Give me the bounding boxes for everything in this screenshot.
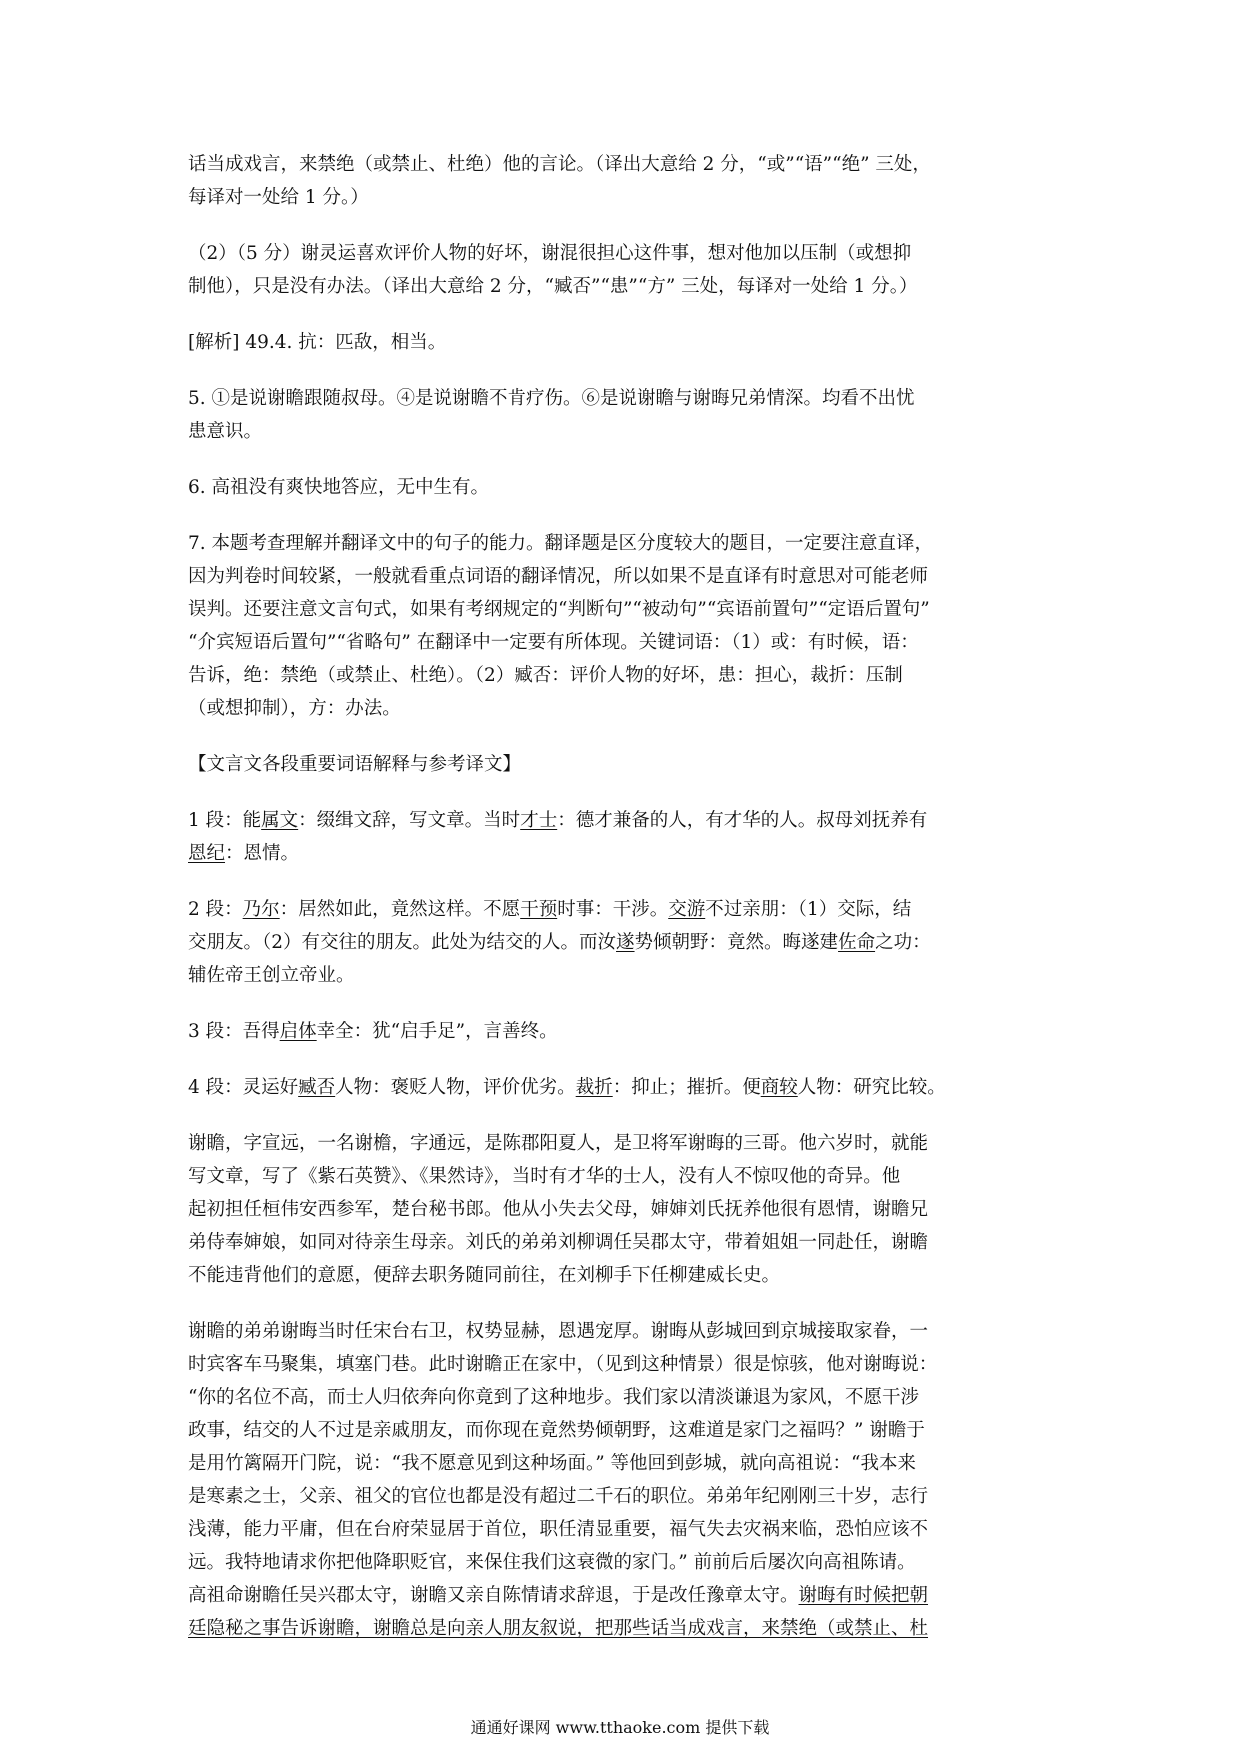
- underlined-term: 廷隐秘之事告诉谢瞻，谢瞻总是向亲人朋友叙说，把那些话当成戏言，来禁绝（或禁止、杜: [188, 1618, 929, 1639]
- text-line: [188, 893, 1054, 926]
- text-run: 时事：干涉。: [557, 899, 669, 920]
- text-run: 2 段：: [188, 899, 243, 920]
- underlined-term: 谢晦有时候把朝: [798, 1585, 929, 1606]
- text-line: [188, 748, 1054, 781]
- paragraph: [188, 804, 1054, 870]
- paragraph: [188, 237, 1054, 303]
- text-run: 辅佐帝王创立帝业。: [188, 965, 355, 986]
- document-body: [188, 148, 1054, 1668]
- text-line: [188, 837, 1054, 870]
- text-run: （2）（5 分）谢灵运喜欢评价人物的好坏，谢混很担心这件事，想对他加以压制（或想抑: [188, 243, 912, 264]
- underlined-term: 佐命: [838, 932, 876, 953]
- text-line: [188, 1480, 1054, 1513]
- underlined-term: 交游: [668, 899, 706, 920]
- text-line: [188, 1447, 1054, 1480]
- text-line: [188, 659, 1054, 692]
- text-line: [188, 237, 1054, 270]
- text-line: [188, 1193, 1054, 1226]
- text-run: 【文言文各段重要词语解释与参考译文】: [188, 754, 522, 775]
- text-run: 制他），只是没有办法。（译出大意给 2 分，“臧否”“患”“方” 三处，每译对一处给 1 分。）: [188, 276, 918, 297]
- underlined-term: 遂: [616, 932, 635, 953]
- paragraph: [188, 748, 1054, 781]
- text-run: 交朋友。（2）有交往的朋友。此处为结交的人。而汝: [188, 932, 617, 953]
- underlined-term: 商较: [760, 1077, 798, 1098]
- text-run: 之功：: [875, 932, 931, 953]
- text-run: 谢瞻，字宣远，一名谢檐，字通远，是陈郡阳夏人，是卫将军谢晦的三哥。他六岁时，就能: [188, 1133, 929, 1154]
- text-line: [188, 1071, 1054, 1104]
- text-run: “你的名位不高，而士人归依奔向你竟到了这种地步。我们家以清淡谦退为家风，不愿干涉: [188, 1387, 919, 1408]
- paragraph: [188, 148, 1054, 214]
- text-line: [188, 804, 1054, 837]
- text-run: 5. ①是说谢瞻跟随叔母。④是说谢瞻不肯疗伤。⑥是说谢瞻与谢晦兄弟情深。均看不出忧: [188, 388, 915, 409]
- text-run: 不过亲朋：（1）交际，结: [705, 899, 912, 920]
- text-run: ：德才兼备的人，有才华的人。叔母刘抚养有: [557, 810, 928, 831]
- text-line: [188, 926, 1054, 959]
- text-run: ：抑止；摧折。便: [612, 1077, 761, 1098]
- paragraph: [188, 893, 1054, 992]
- text-line: [188, 1513, 1054, 1546]
- text-line: [188, 527, 1054, 560]
- paragraph: [188, 1127, 1054, 1292]
- text-line: [188, 1348, 1054, 1381]
- text-line: [188, 593, 1054, 626]
- text-run: 写文章，写了《紫石英赞》、《果然诗》，当时有才华的士人，没有人不惊叹他的奇异。他: [188, 1166, 901, 1187]
- text-run: 是寒素之士，父亲、祖父的官位也都是没有超过二千石的职位。弟弟年纪刚刚三十岁，志行: [188, 1486, 929, 1507]
- underlined-term: 臧否: [298, 1077, 336, 1098]
- underlined-term: 恩纪: [188, 843, 226, 864]
- text-run: 幸全：犹“启手足”，言善终。: [316, 1021, 558, 1042]
- text-line: [188, 1546, 1054, 1579]
- text-run: ：缀缉文辞，写文章。当时: [298, 810, 521, 831]
- text-run: 浅薄，能力平庸，但在台府荣显居于首位，职任清显重要，福气失去灾祸来临，恐怕应该不: [188, 1519, 929, 1540]
- text-line: [188, 1015, 1054, 1048]
- paragraph: [188, 471, 1054, 504]
- text-run: “介宾短语后置句”“省略句” 在翻译中一定要有所体现。关键词语：（1）或：有时候，语：: [188, 632, 919, 653]
- text-run: 谢瞻的弟弟谢晦当时任宋台右卫，权势显赫，恩遇宠厚。谢晦从彭城回到京城接取家眷，一: [188, 1321, 929, 1342]
- text-line: [188, 1315, 1054, 1348]
- paragraph: [188, 326, 1054, 359]
- text-run: 人物：研究比较。: [797, 1077, 946, 1098]
- text-run: 时宾客车马聚集，填塞门巷。此时谢瞻正在家中，（见到这种情景）很是惊骇，他对谢晦说：: [188, 1354, 938, 1375]
- text-line: [188, 181, 1054, 214]
- text-run: 7. 本题考查理解并翻译文中的句子的能力。翻译题是区分度较大的题目，一定要注意直译，: [188, 533, 934, 554]
- text-run: 3 段：吾得: [188, 1021, 280, 1042]
- text-line: [188, 959, 1054, 992]
- paragraph: [188, 1071, 1054, 1104]
- text-line: [188, 1612, 1054, 1645]
- paragraph: [188, 1315, 1054, 1645]
- underlined-term: 才士: [520, 810, 558, 831]
- text-run: [解析] 49.4. 抗：匹敌，相当。: [188, 332, 447, 353]
- text-run: 因为判卷时间较紧，一般就看重点词语的翻译情况，所以如果不是直译有时意思对可能老师: [188, 566, 929, 587]
- text-line: [188, 415, 1054, 448]
- text-line: [188, 326, 1054, 359]
- text-line: [188, 1259, 1054, 1292]
- text-run: 势倾朝野：竟然。晦遂建: [634, 932, 839, 953]
- text-run: 每译对一处给 1 分。）: [188, 187, 369, 208]
- underlined-term: 乃尔: [242, 899, 280, 920]
- text-run: 人物：褒贬人物，评价优劣。: [335, 1077, 576, 1098]
- text-run: 1 段：能: [188, 810, 262, 831]
- text-line: [188, 692, 1054, 725]
- text-run: 话当成戏言，来禁绝（或禁止、杜绝）他的言论。（译出大意给 2 分，“或”“语”“绝” 三处，: [188, 154, 931, 175]
- text-run: 远。我特地请求你把他降职贬官，来保住我们这衰微的家门。” 前前后后屡次向高祖陈请。: [188, 1552, 916, 1573]
- text-line: [188, 626, 1054, 659]
- paragraph: [188, 382, 1054, 448]
- text-run: 是用竹篱隔开门院，说：“我不愿意见到这种场面。” 等他回到彭城，就向高祖说：“我本来: [188, 1453, 917, 1474]
- text-line: [188, 471, 1054, 504]
- page-footer: 通通好课网 www.tthaoke.com 提供下载: [470, 1718, 770, 1737]
- text-run: 误判。还要注意文言句式，如果有考纲规定的“判断句”“被动句”“宾语前置句”“定语后置句”: [188, 599, 930, 620]
- text-run: ：恩情。: [225, 843, 300, 864]
- text-run: 告诉，绝：禁绝（或禁止、杜绝）。（2）臧否：评价人物的好坏，患：担心，裁折：压制: [188, 665, 903, 686]
- text-run: 起初担任桓伟安西参军，楚台秘书郎。他从小失去父母，婶婶刘氏抚养他很有恩情，谢瞻兄: [188, 1199, 929, 1220]
- paragraph: [188, 527, 1054, 725]
- text-run: 患意识。: [188, 421, 263, 442]
- text-run: 4 段：灵运好: [188, 1077, 299, 1098]
- text-line: [188, 148, 1054, 181]
- text-line: [188, 1414, 1054, 1447]
- text-line: [188, 1127, 1054, 1160]
- text-run: 6. 高祖没有爽快地答应，无中生有。: [188, 477, 490, 498]
- text-run: （或想抑制），方：办法。: [188, 698, 401, 719]
- text-line: [188, 560, 1054, 593]
- text-run: 不能违背他们的意愿，便辞去职务随同前往，在刘柳手下任柳建威长史。: [188, 1265, 781, 1286]
- text-line: [188, 1226, 1054, 1259]
- paragraph: [188, 1015, 1054, 1048]
- text-run: 弟侍奉婶娘，如同对待亲生母亲。刘氏的弟弟刘柳调任吴郡太守，带着姐姐一同赴任，谢瞻: [188, 1232, 929, 1253]
- text-line: [188, 1381, 1054, 1414]
- underlined-term: 属文: [261, 810, 299, 831]
- text-line: [188, 382, 1054, 415]
- text-line: [188, 1160, 1054, 1193]
- text-run: 高祖命谢瞻任吴兴郡太守，谢瞻又亲自陈情请求辞退，于是改任豫章太守。: [188, 1585, 799, 1606]
- underlined-term: 干预: [520, 899, 558, 920]
- text-line: [188, 1579, 1054, 1612]
- text-run: 政事，结交的人不过是亲戚朋友，而你现在竟然势倾朝野，这难道是家门之福吗？” 谢瞻于: [188, 1420, 925, 1441]
- underlined-term: 裁折: [575, 1077, 613, 1098]
- underlined-term: 启体: [279, 1021, 317, 1042]
- text-line: [188, 270, 1054, 303]
- text-run: ：居然如此，竟然这样。不愿: [279, 899, 521, 920]
